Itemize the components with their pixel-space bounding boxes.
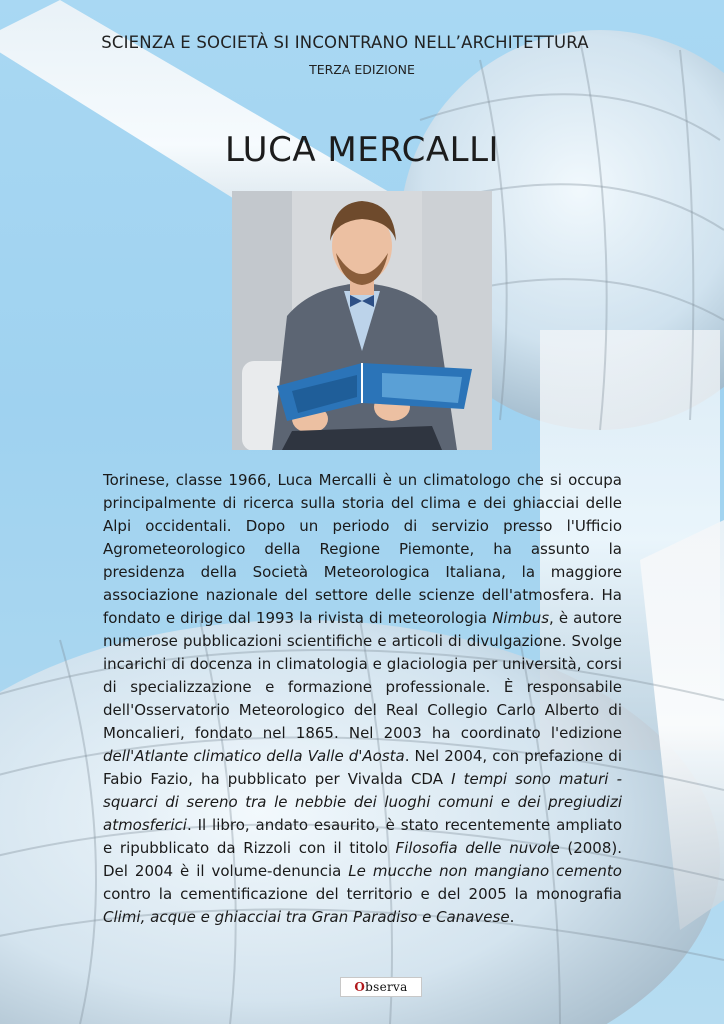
bio-title-mucche: Le mucche non mangiano cemento bbox=[348, 862, 622, 880]
bio-title-nimbus: Nimbus bbox=[492, 609, 550, 627]
speaker-portrait-photo bbox=[232, 191, 492, 450]
bio-text: . Nel 2004, con prefazione di Fabio Fazio, ha pubblicato per Vivalda CDA bbox=[103, 747, 622, 788]
bio-text: , è autore numerose pubblicazioni scientifiche e articoli di divulgazione. Svolge incarichi di docenza in climatologia e glaciologia per università, corsi di specializzazione e formazione professionale. È responsabile dell'Osservatorio Meteorologico del Real Collegio Carlo Alberto di Moncalieri, fondato nel 1865. Nel 2003 ha coordinato l'edizione bbox=[103, 609, 623, 742]
bio-title-atlante: dell'Atlante climatico della Valle d'Aosta bbox=[103, 747, 405, 765]
event-series-title: SCIENZA E SOCIETÀ SI INCONTRANO NELL’ARCHITETTURA bbox=[101, 33, 589, 52]
bio-title-climi: Climi, acque e ghiacciai tra Gran Paradiso e Canavese bbox=[103, 908, 510, 926]
bio-title-tempi-maturi: I tempi sono maturi - squarci di sereno tra le nebbie dei luoghi comuni e dei pregiudizi atmosferici bbox=[103, 770, 622, 834]
bio-text: (2008). Del 2004 è il volume-denuncia bbox=[103, 839, 622, 880]
observa-wordmark: Observa bbox=[354, 980, 408, 994]
bio-text: contro la cementificazione del territorio e del 2005 la monografia bbox=[103, 885, 622, 903]
bio-title-filosofia-nuvole: Filosofia delle nuvole bbox=[395, 839, 560, 857]
observa-logo bbox=[340, 977, 422, 997]
edition-label: TERZA EDIZIONE bbox=[309, 62, 415, 77]
bio-text: . bbox=[509, 908, 515, 926]
bio-text: . Il libro, andato esaurito, è stato recentemente ampliato e ripubblicato da Rizzoli con il titolo bbox=[103, 816, 622, 857]
speaker-name: LUCA MERCALLI bbox=[224, 130, 500, 170]
speaker-biography bbox=[103, 469, 622, 929]
bio-text: Torinese, classe 1966, Luca Mercalli è un climatologo che si occupa principalmente di ricerca sulla storia del clima e dei ghiacciai delle Alpi occidentali. Dopo un periodo di servizio presso l'Ufficio Agrometeorologico della Regione Piemonte, ha assunto la presidenza della Società Meteorologica Italiana, la maggiore associazione nazionale del settore delle scienze dell'atmosfera. Ha fondato e dirige dal 1993 la rivista di meteorologia bbox=[103, 471, 622, 627]
